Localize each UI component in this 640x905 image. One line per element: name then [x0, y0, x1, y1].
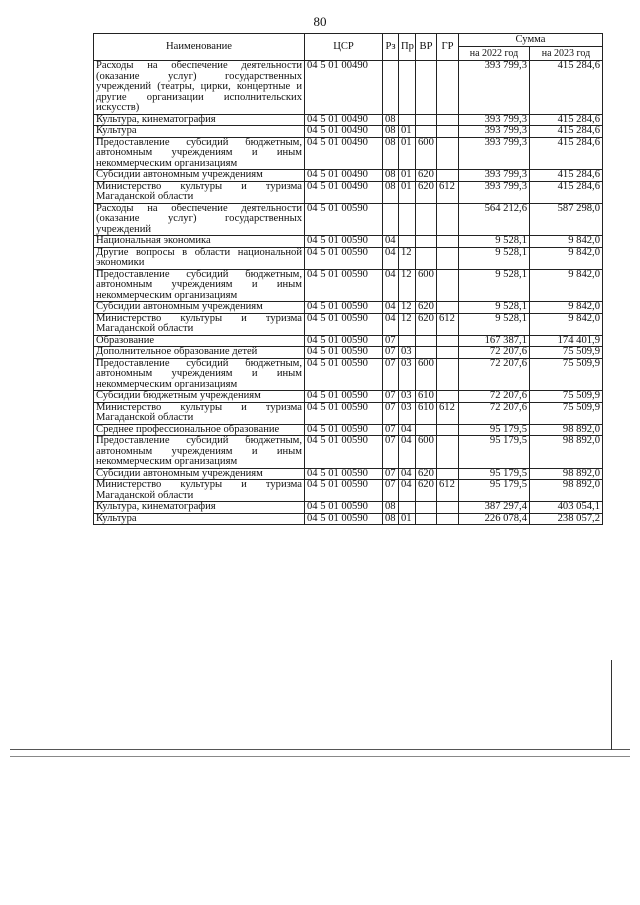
- row-csr-cell: 04 5 01 00490: [305, 170, 383, 182]
- row-sum-2023-cell: 415 284,6: [530, 181, 603, 203]
- row-vr-cell: 600: [416, 358, 437, 391]
- row-vr-cell: 600: [416, 436, 437, 469]
- page-number: 80: [313, 14, 327, 29]
- row-pr-cell: 04: [399, 468, 416, 480]
- row-sum-2022-cell: 564 212,6: [459, 203, 530, 236]
- table-header: [94, 34, 603, 61]
- row-rz-cell: 07: [383, 480, 399, 502]
- row-sum-2023-cell: 98 892,0: [530, 480, 603, 502]
- row-name-cell: Расходы на обеспечение деятельности (оказание услуг) государственных учреждений: [94, 203, 305, 236]
- row-vr-cell: 610: [416, 391, 437, 403]
- row-csr-cell: 04 5 01 00490: [305, 114, 383, 126]
- row-sum-2023-cell: 415 284,6: [530, 137, 603, 170]
- header-rz: Рз: [383, 34, 399, 61]
- row-csr-cell: 04 5 01 00590: [305, 480, 383, 502]
- row-csr-cell: 04 5 01 00590: [305, 236, 383, 248]
- table-row: [94, 347, 603, 359]
- row-name-cell: Национальная экономика: [94, 236, 305, 248]
- row-sum-2022-cell: 72 207,6: [459, 347, 530, 359]
- row-name-cell: Предоставление субсидий бюджетным, автономным учреждениям и иным некоммерческим организациям: [94, 436, 305, 469]
- row-name-cell: Министерство культуры и туризма Магаданской области: [94, 480, 305, 502]
- row-vr-cell: 620: [416, 170, 437, 182]
- row-gr-cell: 612: [437, 313, 459, 335]
- row-sum-2022-cell: 393 799,3: [459, 181, 530, 203]
- row-rz-cell: 08: [383, 513, 399, 525]
- row-sum-2023-cell: 9 842,0: [530, 269, 603, 302]
- header-vr: ВР: [416, 34, 437, 61]
- row-sum-2022-cell: 9 528,1: [459, 247, 530, 269]
- row-pr-cell: 12: [399, 247, 416, 269]
- row-sum-2023-cell: 415 284,6: [530, 61, 603, 115]
- row-sum-2022-cell: 226 078,4: [459, 513, 530, 525]
- row-name-cell: Культура: [94, 126, 305, 138]
- row-csr-cell: 04 5 01 00590: [305, 313, 383, 335]
- table-row: [94, 269, 603, 302]
- row-vr-cell: 620: [416, 313, 437, 335]
- table-row: [94, 513, 603, 525]
- row-vr-cell: [416, 126, 437, 138]
- row-csr-cell: 04 5 01 00590: [305, 402, 383, 424]
- row-sum-2023-cell: 415 284,6: [530, 114, 603, 126]
- row-name-cell: Культура: [94, 513, 305, 525]
- row-name-cell: Министерство культуры и туризма Магаданской области: [94, 313, 305, 335]
- table-row: [94, 436, 603, 469]
- row-sum-2022-cell: 95 179,5: [459, 424, 530, 436]
- row-pr-cell: [399, 61, 416, 115]
- row-rz-cell: 04: [383, 269, 399, 302]
- row-name-cell: Министерство культуры и туризма Магаданской области: [94, 181, 305, 203]
- row-vr-cell: [416, 203, 437, 236]
- row-rz-cell: 08: [383, 114, 399, 126]
- row-gr-cell: [437, 468, 459, 480]
- row-rz-cell: 04: [383, 236, 399, 248]
- row-rz-cell: 08: [383, 502, 399, 514]
- row-csr-cell: 04 5 01 00590: [305, 513, 383, 525]
- row-gr-cell: [437, 126, 459, 138]
- row-gr-cell: 612: [437, 181, 459, 203]
- row-rz-cell: 08: [383, 181, 399, 203]
- row-sum-2023-cell: 415 284,6: [530, 170, 603, 182]
- row-sum-2023-cell: 98 892,0: [530, 424, 603, 436]
- table-row: [94, 402, 603, 424]
- table-row: [94, 302, 603, 314]
- table-row: [94, 335, 603, 347]
- row-name-cell: Субсидии автономным учреждениям: [94, 302, 305, 314]
- row-name-cell: Среднее профессиональное образование: [94, 424, 305, 436]
- row-sum-2022-cell: 393 799,3: [459, 126, 530, 138]
- row-csr-cell: 04 5 01 00590: [305, 468, 383, 480]
- table-row: [94, 480, 603, 502]
- row-sum-2023-cell: 9 842,0: [530, 247, 603, 269]
- row-gr-cell: [437, 391, 459, 403]
- row-sum-2023-cell: 75 509,9: [530, 391, 603, 403]
- table-row: [94, 170, 603, 182]
- table-row: [94, 181, 603, 203]
- row-gr-cell: [437, 247, 459, 269]
- row-csr-cell: 04 5 01 00590: [305, 347, 383, 359]
- row-sum-2022-cell: 393 799,3: [459, 114, 530, 126]
- row-gr-cell: [437, 269, 459, 302]
- row-rz-cell: 07: [383, 358, 399, 391]
- row-gr-cell: [437, 513, 459, 525]
- row-sum-2022-cell: 9 528,1: [459, 302, 530, 314]
- row-gr-cell: 612: [437, 480, 459, 502]
- row-vr-cell: 620: [416, 302, 437, 314]
- table-row: [94, 236, 603, 248]
- header-sum: Сумма: [459, 34, 603, 47]
- header-csr: ЦСР: [305, 34, 383, 61]
- row-sum-2023-cell: 9 842,0: [530, 302, 603, 314]
- row-name-cell: Предоставление субсидий бюджетным, автономным учреждениям и иным некоммерческим организациям: [94, 358, 305, 391]
- row-gr-cell: 612: [437, 402, 459, 424]
- row-vr-cell: 600: [416, 137, 437, 170]
- row-gr-cell: [437, 424, 459, 436]
- row-vr-cell: [416, 61, 437, 115]
- table-row: [94, 391, 603, 403]
- row-rz-cell: 07: [383, 468, 399, 480]
- table-row: [94, 502, 603, 514]
- header-gr: ГР: [437, 34, 459, 61]
- header-name: Наименование: [94, 34, 305, 61]
- row-sum-2022-cell: 95 179,5: [459, 436, 530, 469]
- row-csr-cell: 04 5 01 00490: [305, 137, 383, 170]
- row-sum-2023-cell: 403 054,1: [530, 502, 603, 514]
- row-csr-cell: 04 5 01 00590: [305, 269, 383, 302]
- row-gr-cell: [437, 170, 459, 182]
- table-row: [94, 203, 603, 236]
- row-vr-cell: [416, 347, 437, 359]
- row-rz-cell: 07: [383, 347, 399, 359]
- row-rz-cell: 04: [383, 247, 399, 269]
- row-pr-cell: 01: [399, 126, 416, 138]
- row-vr-cell: 620: [416, 468, 437, 480]
- row-name-cell: Образование: [94, 335, 305, 347]
- row-vr-cell: 610: [416, 402, 437, 424]
- table-body: [94, 61, 603, 525]
- row-vr-cell: [416, 513, 437, 525]
- row-csr-cell: 04 5 01 00590: [305, 391, 383, 403]
- row-sum-2022-cell: 72 207,6: [459, 391, 530, 403]
- row-vr-cell: [416, 114, 437, 126]
- row-sum-2022-cell: 393 799,3: [459, 137, 530, 170]
- header-year-2023: на 2023 год: [530, 47, 603, 61]
- row-name-cell: Предоставление субсидий бюджетным, автономным учреждениям и иным некоммерческим организациям: [94, 269, 305, 302]
- row-rz-cell: 07: [383, 335, 399, 347]
- row-pr-cell: 04: [399, 424, 416, 436]
- header-pr: Пр: [399, 34, 416, 61]
- row-sum-2022-cell: 72 207,6: [459, 358, 530, 391]
- table-row: [94, 424, 603, 436]
- table-row: [94, 61, 603, 115]
- row-name-cell: Субсидии бюджетным учреждениям: [94, 391, 305, 403]
- row-sum-2022-cell: 72 207,6: [459, 402, 530, 424]
- row-gr-cell: [437, 502, 459, 514]
- row-gr-cell: [437, 302, 459, 314]
- row-name-cell: Субсидии автономным учреждениям: [94, 170, 305, 182]
- row-sum-2023-cell: 75 509,9: [530, 402, 603, 424]
- row-pr-cell: [399, 236, 416, 248]
- row-rz-cell: 04: [383, 302, 399, 314]
- row-pr-cell: 12: [399, 313, 416, 335]
- row-sum-2023-cell: 98 892,0: [530, 436, 603, 469]
- row-pr-cell: [399, 335, 416, 347]
- row-rz-cell: 08: [383, 170, 399, 182]
- row-sum-2022-cell: 95 179,5: [459, 468, 530, 480]
- table-row: [94, 114, 603, 126]
- row-name-cell: Предоставление субсидий бюджетным, автономным учреждениям и иным некоммерческим организациям: [94, 137, 305, 170]
- row-rz-cell: 04: [383, 313, 399, 335]
- row-pr-cell: 03: [399, 402, 416, 424]
- row-vr-cell: 620: [416, 480, 437, 502]
- row-name-cell: Расходы на обеспечение деятельности (оказание услуг) государственных учреждений (театры, цирки, концертные и другие организации исполнительских искусств): [94, 61, 305, 115]
- row-gr-cell: [437, 61, 459, 115]
- row-sum-2022-cell: 9 528,1: [459, 313, 530, 335]
- row-csr-cell: 04 5 01 00590: [305, 247, 383, 269]
- row-vr-cell: 600: [416, 269, 437, 302]
- row-vr-cell: [416, 247, 437, 269]
- row-name-cell: Министерство культуры и туризма Магаданской области: [94, 402, 305, 424]
- row-vr-cell: [416, 424, 437, 436]
- row-csr-cell: 04 5 01 00590: [305, 302, 383, 314]
- row-sum-2022-cell: 9 528,1: [459, 269, 530, 302]
- row-pr-cell: 04: [399, 480, 416, 502]
- row-csr-cell: 04 5 01 00490: [305, 61, 383, 115]
- row-vr-cell: [416, 502, 437, 514]
- row-pr-cell: 12: [399, 269, 416, 302]
- table-row: [94, 358, 603, 391]
- row-gr-cell: [437, 347, 459, 359]
- row-rz-cell: 07: [383, 424, 399, 436]
- footer-divider-secondary: [10, 756, 630, 757]
- row-sum-2022-cell: 393 799,3: [459, 61, 530, 115]
- row-name-cell: Другие вопросы в области национальной экономики: [94, 247, 305, 269]
- row-sum-2023-cell: 174 401,9: [530, 335, 603, 347]
- row-pr-cell: 03: [399, 358, 416, 391]
- row-rz-cell: 07: [383, 436, 399, 469]
- row-pr-cell: 04: [399, 436, 416, 469]
- scan-edge-mark: [611, 660, 612, 750]
- row-pr-cell: [399, 502, 416, 514]
- row-csr-cell: 04 5 01 00590: [305, 502, 383, 514]
- table-row: [94, 313, 603, 335]
- row-rz-cell: 08: [383, 126, 399, 138]
- table-row: [94, 247, 603, 269]
- row-vr-cell: 620: [416, 181, 437, 203]
- budget-table: [93, 33, 603, 525]
- row-csr-cell: 04 5 01 00490: [305, 181, 383, 203]
- row-pr-cell: 01: [399, 181, 416, 203]
- row-name-cell: Субсидии автономным учреждениям: [94, 468, 305, 480]
- row-sum-2023-cell: 587 298,0: [530, 203, 603, 236]
- table-row: [94, 137, 603, 170]
- row-gr-cell: [437, 203, 459, 236]
- row-gr-cell: [437, 335, 459, 347]
- row-sum-2022-cell: 167 387,1: [459, 335, 530, 347]
- row-sum-2022-cell: 393 799,3: [459, 170, 530, 182]
- row-name-cell: Культура, кинематография: [94, 114, 305, 126]
- row-csr-cell: 04 5 01 00590: [305, 335, 383, 347]
- row-sum-2023-cell: 9 842,0: [530, 313, 603, 335]
- row-csr-cell: 04 5 01 00490: [305, 126, 383, 138]
- row-rz-cell: [383, 61, 399, 115]
- row-pr-cell: 01: [399, 170, 416, 182]
- row-gr-cell: [437, 436, 459, 469]
- row-sum-2023-cell: 9 842,0: [530, 236, 603, 248]
- row-pr-cell: 01: [399, 137, 416, 170]
- row-csr-cell: 04 5 01 00590: [305, 436, 383, 469]
- row-csr-cell: 04 5 01 00590: [305, 424, 383, 436]
- row-rz-cell: 07: [383, 391, 399, 403]
- row-vr-cell: [416, 335, 437, 347]
- row-vr-cell: [416, 236, 437, 248]
- row-csr-cell: 04 5 01 00590: [305, 358, 383, 391]
- row-gr-cell: [437, 137, 459, 170]
- row-pr-cell: [399, 114, 416, 126]
- row-name-cell: Дополнительное образование детей: [94, 347, 305, 359]
- row-pr-cell: 12: [399, 302, 416, 314]
- row-gr-cell: [437, 358, 459, 391]
- row-name-cell: Культура, кинематография: [94, 502, 305, 514]
- row-sum-2023-cell: 98 892,0: [530, 468, 603, 480]
- row-csr-cell: 04 5 01 00590: [305, 203, 383, 236]
- row-pr-cell: [399, 203, 416, 236]
- footer-divider: [10, 749, 630, 750]
- row-sum-2022-cell: 9 528,1: [459, 236, 530, 248]
- table-row: [94, 126, 603, 138]
- row-rz-cell: 07: [383, 402, 399, 424]
- row-gr-cell: [437, 236, 459, 248]
- row-pr-cell: 03: [399, 391, 416, 403]
- table-row: [94, 468, 603, 480]
- row-sum-2023-cell: 75 509,9: [530, 358, 603, 391]
- header-year-2022: на 2022 год: [459, 47, 530, 61]
- row-pr-cell: 01: [399, 513, 416, 525]
- row-sum-2023-cell: 238 057,2: [530, 513, 603, 525]
- row-sum-2023-cell: 415 284,6: [530, 126, 603, 138]
- row-sum-2023-cell: 75 509,9: [530, 347, 603, 359]
- row-rz-cell: [383, 203, 399, 236]
- row-gr-cell: [437, 114, 459, 126]
- row-rz-cell: 08: [383, 137, 399, 170]
- row-sum-2022-cell: 387 297,4: [459, 502, 530, 514]
- row-sum-2022-cell: 95 179,5: [459, 480, 530, 502]
- row-pr-cell: 03: [399, 347, 416, 359]
